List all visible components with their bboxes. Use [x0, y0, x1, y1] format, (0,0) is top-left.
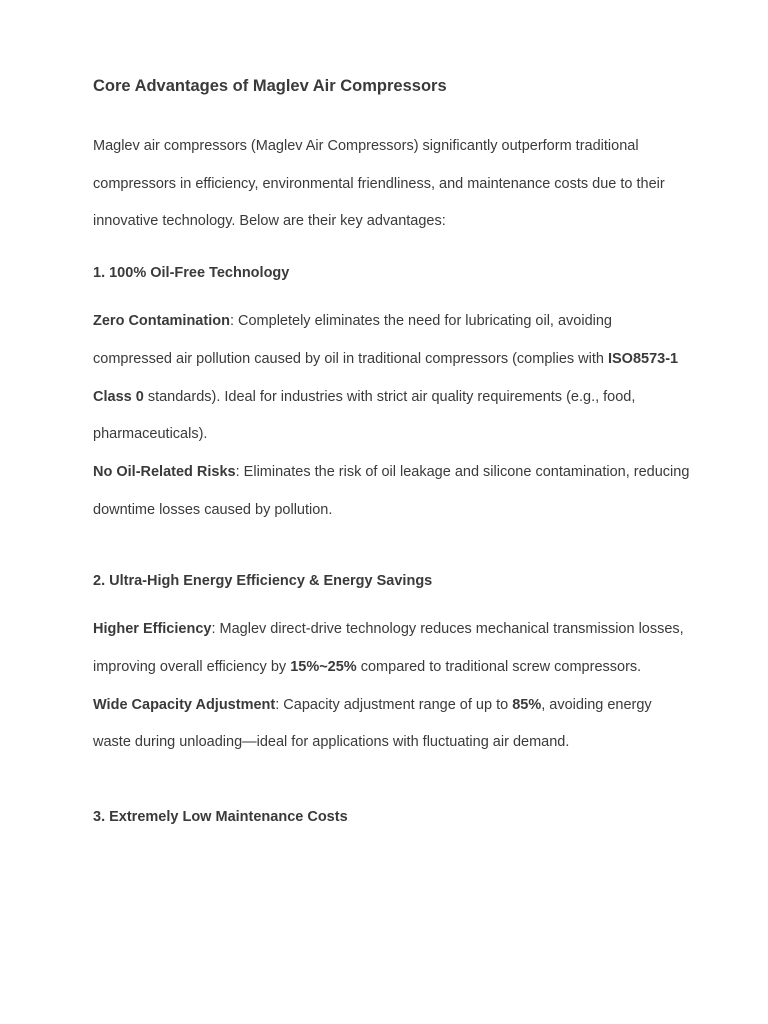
item-text: : Maglev direct-drive technology reduces mechanical transmission losses, improving overall efficiency by — [93, 621, 684, 676]
item-highlight: 85% — [512, 696, 542, 713]
item-text: : Eliminates the risk of oil leakage and silicone contamination, reducing downtime losses caused by pollution. — [93, 463, 690, 518]
document-body — [93, 74, 693, 829]
item-zero-contamination — [93, 303, 693, 454]
item-highlight: ISO8573-1 Class 0 — [93, 350, 679, 405]
item-text: : Capacity adjustment range of up to — [275, 696, 513, 713]
item-term: Zero Contamination — [93, 313, 230, 330]
item-text: compared to traditional screw compressors. — [356, 659, 642, 676]
document-title: Core Advantages of Maglev Air Compressors — [93, 77, 447, 95]
section-heading-maintenance: 3. Extremely Low Maintenance Costs — [93, 809, 348, 826]
item-wide-capacity — [93, 687, 693, 762]
item-no-oil-risks — [93, 454, 693, 529]
item-term: Higher Efficiency — [93, 621, 212, 638]
item-text: , avoiding energy waste during unloading—ideal for applications with fluctuating air demand. — [93, 696, 652, 751]
item-term: Wide Capacity Adjustment — [93, 696, 276, 713]
item-term: No Oil-Related Risks — [93, 463, 236, 480]
item-higher-efficiency — [93, 611, 693, 686]
section-heading-oil-free: 1. 100% Oil-Free Technology — [93, 265, 290, 282]
item-text: standards). Ideal for industries with strict air quality requirements (e.g., food, pharmaceuticals). — [93, 388, 636, 443]
intro-paragraph: Maglev air compressors (Maglev Air Compressors) significantly outperform traditional compressors in efficiency, environmental friendliness, and maintenance costs due to their innovative technology. Below are their key advantages: — [93, 138, 665, 230]
item-highlight: 15%~25% — [290, 659, 357, 676]
item-text: : Completely eliminates the need for lubricating oil, avoiding compressed air pollution caused by oil in traditional compressors (complies with — [93, 313, 612, 367]
section-heading-energy-efficiency: 2. Ultra-High Energy Efficiency & Energy Savings — [93, 573, 433, 590]
